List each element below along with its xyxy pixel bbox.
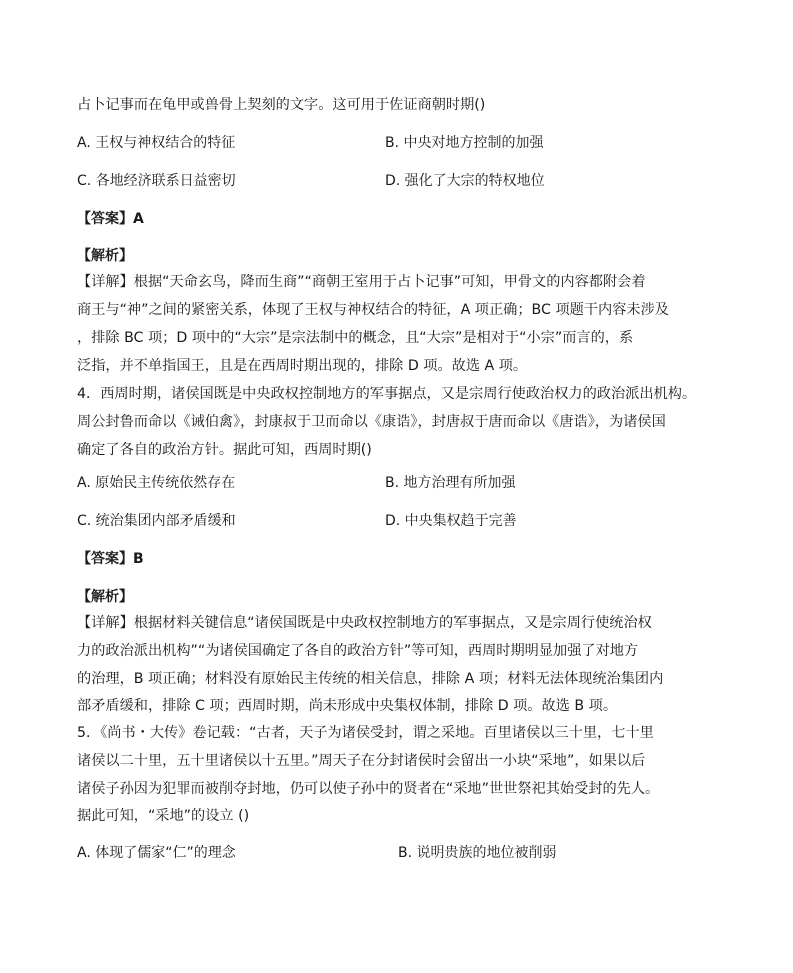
q5-stem-line-1: 5．《尚书・大传》卷记载：“古者，天子为诸侯受封，谓之采地。百里诸侯以三十里，七十里 [77, 725, 654, 741]
q4-answer: 【答案】B [77, 551, 144, 567]
q3-option-d: D. 强化了大宗的特权地位 [385, 173, 545, 189]
q3-detail-line-1: 【详解】根据“天命玄鸟，降而生商”“商朝王室用于占卜记事”可知，甲骨文的内容都附会着 [77, 274, 646, 290]
q3-stem: 占卜记事而在龟甲或兽骨上契刻的文字。这可用于佐证商朝时期() [77, 97, 486, 113]
q4-detail-line-3: 的治理，B 项正确；材料没有原始民主传统的相关信息，排除 A 项；材料无法体现统治集团内 [77, 671, 664, 687]
q5-stem-line-3: 诸侯子孙因为犯罪而被削夺封地，仍可以使子孙中的贤者在“采地”世世祭祀其始受封的先人。 [77, 781, 660, 797]
q4-stem-line-2: 周公封鲁而命以《诫伯禽》，封康叔于卫而命以《康诰》，封唐叔于唐而命以《唐诰》，为诸侯国 [77, 414, 666, 430]
q3-option-b: B. 中央对地方控制的加强 [385, 135, 544, 151]
q3-detail-line-2: 商王与“神”之间的紧密关系，体现了王权与神权结合的特征，A 项正确；BC 项题干内容未涉及 [77, 302, 669, 318]
q5-option-b: B. 说明贵族的地位被削弱 [398, 845, 557, 861]
q4-analysis-label: 【解析】 [77, 589, 133, 605]
q4-detail-line-4: 部矛盾缓和，排除 C 项；西周时期，尚未形成中央集权体制，排除 D 项。故选 B 项。 [77, 698, 618, 714]
q5-stem-line-4: 据此可知，“采地”的设立 () [77, 808, 250, 824]
q3-analysis-label: 【解析】 [77, 248, 133, 264]
q4-option-b: B. 地方治理有所加强 [385, 475, 516, 491]
q4-detail-line-2: 力的政治派出机构”“为诸侯国确定了各自的政治方针”等可知，西周时期明显加强了对地方 [77, 643, 639, 659]
q4-stem-line-3: 确定了各自的政治方针。据此可知，西周时期() [77, 442, 372, 458]
q4-option-a: A. 原始民主传统依然存在 [77, 475, 236, 491]
q3-option-a: A. 王权与神权结合的特征 [77, 135, 236, 151]
q4-option-d: D. 中央集权趋于完善 [385, 513, 517, 529]
q3-answer: 【答案】A [77, 211, 144, 227]
q5-stem-line-2: 诸侯以二十里，五十里诸侯以十五里。”周天子在分封诸侯时会留出一小块“采地”，如果以后 [77, 753, 646, 769]
q4-stem-line-1: 4．西周时期，诸侯国既是中央政权控制地方的军事据点，又是宗周行使政治权力的政治派出机构。 [77, 386, 697, 402]
q5-option-a: A. 体现了儒家“仁”的理念 [77, 845, 236, 861]
q3-option-c: C. 各地经济联系日益密切 [77, 173, 236, 189]
q4-option-c: C. 统治集团内部矛盾缓和 [77, 513, 236, 529]
q3-detail-line-4: 泛指，并不单指国王，且是在西周时期出现的，排除 D 项。故选 A 项。 [77, 358, 528, 374]
q4-detail-line-1: 【详解】根据材料关键信息“诸侯国既是中央政权控制地方的军事据点，又是宗周行使统治权 [77, 615, 652, 631]
q3-detail-line-3: ，排除 BC 项；D 项中的“大宗”是宗法制中的概念，且“大宗”是相对于“小宗”而言的，系 [77, 330, 634, 346]
